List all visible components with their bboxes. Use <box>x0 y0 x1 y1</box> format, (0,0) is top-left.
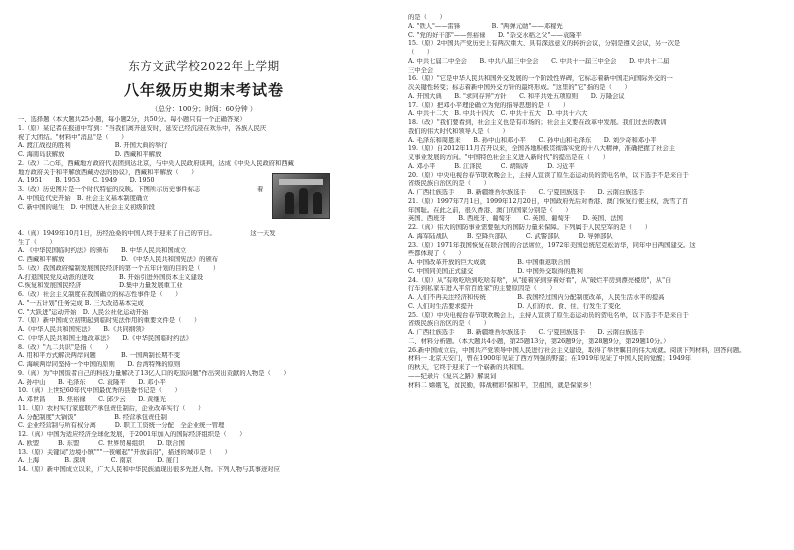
question-line: 16.（原）"它是中华人民共和国外交发展的一个阶段性界碑，它标志着新中国走向国际外交的一 <box>408 75 673 83</box>
question-line: 三中全会 <box>408 66 434 74</box>
photo-figure <box>285 192 294 214</box>
question-line: 1.（原）某记者在报道中写到："当我们离开延安时，延安已经沉浸在欢乐中，各族人民庆 <box>18 124 267 132</box>
question-line: 15.（原）2中国共产党历史上有两次重大、具有深远意义的转折会议，分别是遵义会议，另一次是 <box>408 40 681 48</box>
question-line: 英国、西班牙 B. 西班牙、葡萄牙 C. 英国、葡萄牙 D. 英国、法国 <box>408 215 623 223</box>
question-line: 14.（原）新中国成立以来，广大人民和中华民族涌现出很多先进人物。下列人物与其事迹对应 <box>18 466 280 473</box>
photo-figure <box>313 192 322 214</box>
question-line: 9.（真）为"中国饭者自己的科技力量解决了13亿人口的吃饭问题"作出突出贡献的人物是（ ） <box>18 369 290 377</box>
question-line: C. 企业经营制与所有权分离 D. 职工工资统一分配 全企业统一管理 <box>18 422 225 430</box>
question-line: A. 欧盟 B. 东盟 C. 世界贸易组织 D. 联合国 <box>18 439 185 447</box>
question-line: ——纪录片《复兴之路》解说词 <box>408 372 497 380</box>
question-line: 的秋天，它终于迎来了一个崭新的共和国。 <box>408 364 528 371</box>
question-line: C. "党的好干部"——焦裕禄 D. "杂交水稻之父"——袁隆平 <box>408 31 582 39</box>
question-line: 12.（真）中国为适应经济全球化发展，于2001年加入的国际经济组织是（ ） <box>18 431 246 438</box>
question-line: A. 中共七届二中全会 B. 中共八届三中全会 C. 中共十一届三中全会 D. 中共十二届 <box>408 57 670 65</box>
question-line: A. 中国改革开放的巨大成就 B. 中国重返联合国 <box>408 259 571 266</box>
question-line: 些都体现了（ ） <box>408 250 465 258</box>
question-line: 地方政府关于和平解放西藏办法的协议》，西藏和平解放（ ） <box>18 168 198 176</box>
question-line: A. 中国近代史开始 B. 社会主义基本制度确立 <box>18 194 149 202</box>
question-line: 21.（原）1997年7月1日，1999年12月20日，中国政府先后对香港、澳门恢复行使主权，洗雪了百 <box>408 197 689 205</box>
exam-meta: （总分：100分；时间：60分钟 ） <box>151 105 257 113</box>
question-line: A.打退国民党反动派的进攻 B. 开始引进外国资本主义建设 <box>18 273 204 281</box>
question-line: A. 邓小平 B. 江泽民 C. 胡锦涛 D. 习近平 <box>408 162 575 170</box>
question-line: 20.（原）中央电视台春节联欢晚会上，主持人宣读了原生态运动员的贺电名单，以下选手不是来自于 <box>408 171 689 179</box>
question-line: A. 广西壮族选手 B. 新疆维吾尔族选手 C. 宁夏回族选手 D. 云南白族选手 <box>408 189 645 196</box>
question-line: A. 渡江战役的胜利 B. 开国大典的举行 <box>18 142 168 150</box>
question-line: 省级民族自治区的是（ ） <box>408 320 490 328</box>
question-line: A. 1951 B. 1953 C. 1949 D. 1950 <box>18 177 155 185</box>
question-line: C. 西藏和平解放 D. 《中华人民共和国宪法》的颁布 <box>18 256 219 263</box>
exam-title: 八年级历史期末考试卷 <box>123 81 284 99</box>
question-line: C. 海峡两岸同坚持一个中国的原则 D. 台湾特殊的原则 <box>18 361 181 368</box>
question-line: （ ） <box>408 49 434 56</box>
question-line: 次关键性转变；标志着新中国外交方针的最终形成。"这里的"它"指的是（ ） <box>408 84 631 91</box>
question-line: A.《中华人民共和国宪法》 B.《共同纲领》 <box>18 326 148 333</box>
question-line: 祝了大团结。"材料中"消息"是（ ） <box>18 133 128 141</box>
question-line: A. 孙中山 B. 毛泽东 C. 袁隆平 D. 邓小平 <box>18 378 166 386</box>
question-line: A. "铁人"——雷锋 B. "两弹元勋"——邓稼先 <box>408 22 563 30</box>
question-line: 10.（真）上世纪60年代中国最优秀的县委书记是（ ） <box>18 387 181 395</box>
question-line: 2.（改）二○年，西藏地方政府代表团到达北京，与中央人民政府谈判，达成《中央人民政府和西藏 <box>18 159 294 167</box>
question-line: 5.（改）我国政府编制发展国民经济的第一个五年计划的目的是（ ） <box>18 264 220 272</box>
question-line: 26.新中国成立后，中国共产党领导中国人民进行社会主义建设，取得了举世瞩目的伟大成就。阅读下列材料，回答问题。 <box>408 346 746 354</box>
question-line: C.恢复和发展国民经济 D.集中力量发展重工业 <box>18 282 183 290</box>
question-line: 4.（真）1949年10月1日，历经沧桑的中国人终于迎来了自己的节日。 这一天发 <box>18 229 276 237</box>
question-line: C. 海南岛获解放 D. 西藏和平解放 <box>18 151 162 158</box>
question-line: 材料二 嫦娥飞，贫民勤，韩战精彩!保和平，卫祖国，就是保家乡！ <box>408 381 596 389</box>
question-line: 22.（真）伟大的国防事业需要强大的国防力量来保障。下列属于人民空军的是（ ） <box>408 224 651 231</box>
question-line: 二、材料分析题。（本大题共4小题，第25题13分，第26题9分，第28题9分，第29题10分。） <box>408 337 670 345</box>
question-line: 我们的伟大时代和领导人是（ ） <box>408 127 509 135</box>
question-line: A. 开国大典 B. "求同存异"方针 C. 和平共处五项原则 D. 万隆会议 <box>408 92 625 100</box>
question-line: A. 用和平方式解决两岸问题 B. 一国两制长期不变 <box>18 352 181 360</box>
question-line: 18.（改）"我们要看到，社会主义也是有市场的；社会主义要在改革中发展。我们过去的教训 <box>408 119 667 126</box>
question-line: 省级民族自治区的是（ ） <box>408 180 490 188</box>
question-line: 3.（改）历史图片是一个时代特征的反映。下图所示历史事件标志 着 <box>18 186 264 193</box>
question-line: A. 海军陆战队 B. 空降兵部队 C. 武警部队 D. 导弹部队 <box>408 232 613 240</box>
question-line: 一、选择题（本大题共25小题，每小题2分，共50分。每小题只有一个正确答案） <box>18 116 246 123</box>
right-column <box>408 14 780 390</box>
question-line: C. 人们对生活要求提升 D. 人们的衣、食、住、行发生了变化 <box>408 302 621 310</box>
left-column <box>18 14 390 475</box>
left-question-list <box>18 116 390 475</box>
question-line: 19.（原）自2012年11月召开以来，全国各地积极贯彻落实党的十八大精神，准确把握了社会主 <box>408 145 676 153</box>
question-line: A. 邓世昌 B. 焦裕禄 C. 邱少云 D. 黄继光 <box>18 396 166 403</box>
question-line: C. "大跃进"运动开始 D. 人民公社化运动开始 <box>18 308 149 316</box>
question-line: A. 《中华民国临时约法》的颁布 B. 中华人民共和国成立 <box>18 247 187 255</box>
photo-figure <box>299 188 308 214</box>
question-line: 23.（原）1971年我国恢复在联合国的合法席位，1972年美国总统尼克松访华，同年中日两国建交。这 <box>408 241 696 249</box>
question-line: 25.（原）中央电视台春节联欢晚会上，主持人宣读了原生态运动员的贺电名单，以下选手不是来自于 <box>408 311 689 319</box>
question-line: 17.（原）把邓小平理论确立为党的指导思想的是（ ） <box>408 101 570 109</box>
right-question-list <box>408 14 780 390</box>
question-line: A. 人们不再关注经济和传统 B. 我国经过国内分配制度改革，人民生活水平的提高 <box>408 294 665 301</box>
question-line: A. 广西壮族选手 B. 新疆维吾尔族选手 C. 宁夏回族选手 D. 云南白族选手 <box>408 329 645 336</box>
question-line: 11.（原）农村实行家庭联产承包责任制后，企业改革实行（ ） <box>18 404 205 412</box>
question-line: 材料一 北京天安门，曾在1900年见证了西方列强的野蛮；在1919年见证了中国人民的觉醒；1949年 <box>408 355 692 363</box>
question-line: 行车到私家车进入平常百姓家"的主要原因是（ ） <box>408 285 556 293</box>
question-line <box>18 212 390 221</box>
question-line: A. 上海 B. 深圳 C. 南京 D. 厦门 <box>18 457 179 465</box>
question-line: 的是（ ） <box>408 14 446 21</box>
question-line: A. 分配制度"大锅饭" B. 经营承包责任制 <box>18 413 167 421</box>
question-line: 24.（原）从"有啥吃啥到吃啥有啥"，从"接着穿到穿着好看"，从"破烂平房到漂亮楼房"，从"自 <box>408 276 672 284</box>
question-line: A. 中共十二大 B. 中共十四大 C. 中共十五大 D. 中共十六大 <box>408 110 588 118</box>
question-line: 义事业发展的方向。"中国特色社会主义进入新时代"的提出是在（ ） <box>408 154 609 161</box>
photo-banner <box>279 179 323 185</box>
question-line: A. 毛泽东和周恩来 B. 孙中山和邓小平 C. 孙中山和毛泽东 D. 刘少奇和邓小平 <box>408 136 657 144</box>
question-line: 13.（原）关键词"边境小镇"""一夜崛起""开放前沿"，描述的城市是（ ） <box>18 448 231 456</box>
question-line: 生了（ ） <box>18 238 56 246</box>
question-line <box>18 221 390 230</box>
question-line: C.《中华人民共和国土地改革法》 D.《中华民国临时约法》 <box>18 334 192 342</box>
question-line: 7.（原）新中国成立初期起到临时宪法作用的重要文件是（ ） <box>18 317 201 325</box>
question-line: 8.（改）"九二共识"是指（ ） <box>18 343 112 351</box>
question-line: A. "一五计划"任务完成 B. 三大改造基本完成 <box>18 299 144 307</box>
historical-photo <box>272 173 330 219</box>
question-line: C. 新中国的诞生 D. 中国进入社会主义初级阶段 <box>18 203 156 211</box>
school-name: 东方文武学校2022年上学期 <box>128 59 280 73</box>
question-line: 6.（改）社会主义制度在我国确立的标志性事件是（ ） <box>18 291 182 298</box>
question-line: 年国耻。在此之前，很久香港、澳门的国家分别是（ ） <box>408 206 572 214</box>
question-line: C. 中国同美国正式建交 D. 中国外交取得的胜利 <box>408 267 583 275</box>
